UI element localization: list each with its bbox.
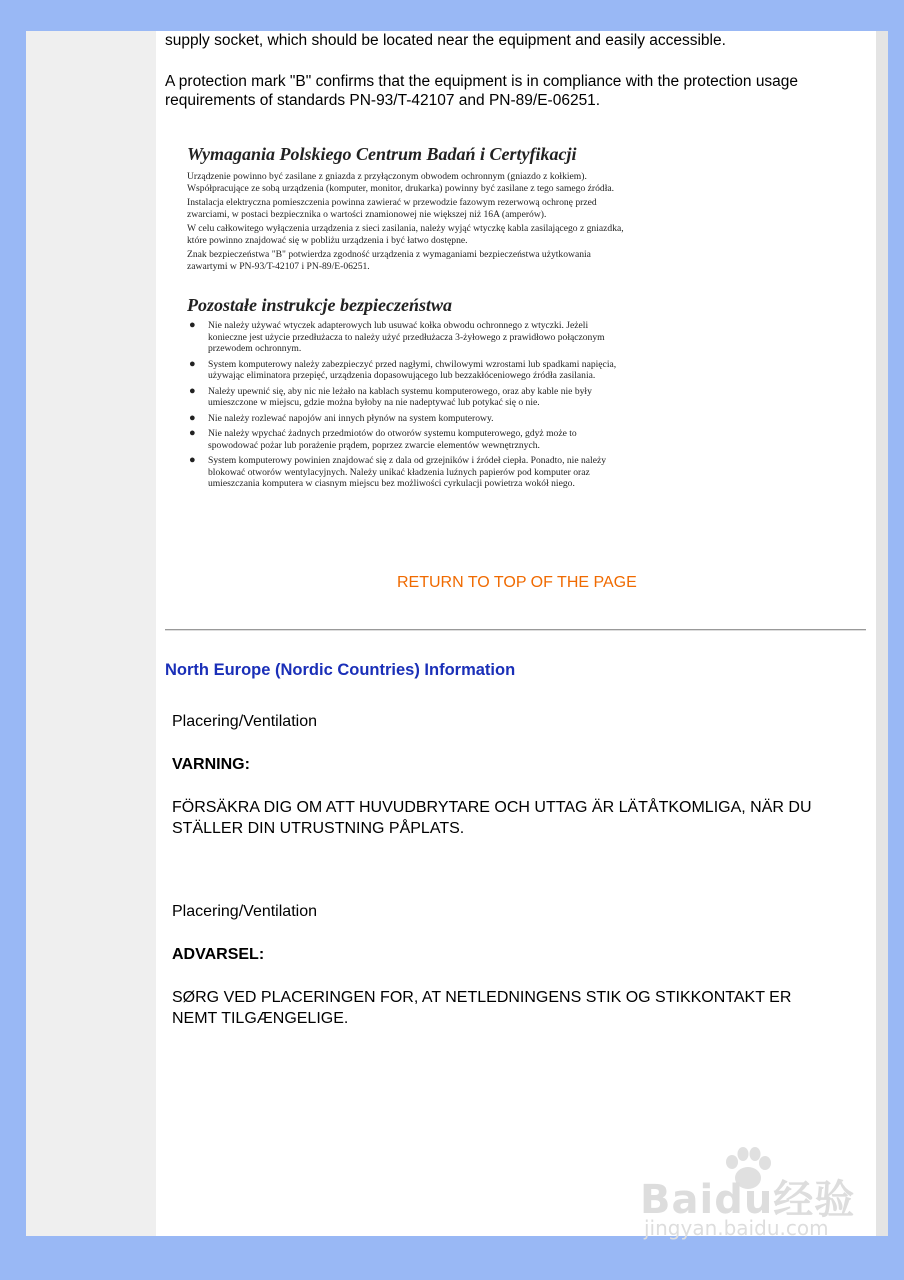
polish-heading-1: Wymagania Polskiego Centrum Badań i Certyfikacji: [187, 144, 577, 164]
list-item: ● Nie należy używać wtyczek adapterowych lub usuwać kołka obwodu ochronnego z wtyczki. Jeżeli konieczne jest użycie przedłużacza to należy użyć przedłużacza 3-żyłowego z prawidłowo połączonym przewodem ochronnym.: [189, 319, 605, 354]
polish-paragraph: Znak bezpieczeństwa "B" potwierdza zgodność urządzenia z wymaganiami bezpieczeństwa użytkowania zawartymi w PN-93/T-42107 i PN-89/E-06251.: [187, 249, 591, 272]
list-item: ● Należy upewnić się, aby nic nie leżało na kablach systemu komputerowego, oraz aby kable nie były umieszczone w miejscu, gdzie można byłoby na nie nadeptywać lub potykać się o nie.: [189, 384, 592, 408]
baidu-watermark: [640, 1140, 860, 1240]
danish-warning-text: SØRG VED PLACERINGEN FOR, AT NETLEDNINGENS STIK OG STIKKONTAKT ER NEMT TILGÆNGELIGE.: [172, 989, 792, 1027]
bullet-icon: ●: [189, 411, 196, 424]
swedish-warning-label: VARNING:: [172, 756, 250, 773]
bullet-icon: ●: [189, 384, 196, 397]
polish-safety-list: [187, 320, 627, 490]
danish-placement-label: Placering/Ventilation: [172, 903, 317, 920]
list-item: ● System komputerowy należy zabezpieczyć przed nagłymi, chwilowymi wzrostami lub spadkami napięcia, używając eliminatora przepięć, urządzenia dopasowującego lub bezzakłóceniowego źródła zasilania.: [189, 357, 617, 381]
intro-paragraph-2: A protection mark "B" confirms that the equipment is in compliance with the protection usage requirements of standards PN-93/T-42107 and PN-89/E-06251.: [165, 73, 799, 109]
bullet-icon: ●: [189, 427, 196, 439]
list-item: ● Nie należy rozlewać napojów ani innych płynów na system komputerowy.: [189, 411, 494, 424]
swedish-placement-label: Placering/Ventilation: [172, 713, 317, 730]
danish-warning-label: ADVARSEL:: [172, 946, 265, 963]
right-margin-strip: [876, 31, 888, 1236]
polish-paragraph: Instalacja elektryczna pomieszczenia powinna zawierać w przewodzie fazowym rezerwową ochronę przed zwarciami, w postaci bezpiecznika o wartości znamionowej nie większej niż 16A (amperów).: [187, 197, 597, 220]
polish-heading-2: Pozostałe instrukcje bezpieczeństwa: [187, 295, 452, 315]
watermark-brand: Baidu经验: [640, 1177, 856, 1223]
swedish-warning-text: FÖRSÄKRA DIG OM ATT HUVUDBRYTARE OCH UTTAG ÄR LÄTÅTKOMLIGA, NÄR DU STÄLLER DIN UTRUSTNING PÅPLATS.: [172, 799, 812, 837]
section-divider: [165, 629, 866, 631]
polish-paragraph: Urządzenie powinno być zasilane z gniazda z przyłączonym obwodem ochronnym (gniazdo z kołkiem). Współpracujące ze sobą urządzenia (komputer, monitor, drukarka) powinny być zasilane z tego samego źródła.: [187, 171, 615, 194]
return-to-top-link[interactable]: RETURN TO TOP OF THE PAGE: [397, 574, 637, 591]
list-item: ● System komputerowy powinien znajdować się z dala od grzejników i źródeł ciepła. Ponadto, nie należy blokować otworów wentylacyjnych. Należy unikać kładzenia luźnych papierów pod komputer oraz umieszczania komputera w ciasnym miejscu bez możliwości cyrkulacji powietrza wokół niego.: [189, 454, 607, 489]
list-item: ● Nie należy wpychać żadnych przedmiotów do otworów systemu komputerowego, gdyż może to spowodować pożar lub porażenie prądem, poprzez zwarcie elementów wewnętrznych.: [189, 427, 577, 451]
document-page: [26, 31, 888, 1236]
watermark-url: jingyan.baidu.com: [644, 1216, 829, 1240]
intro-paragraph-1: supply socket, which should be located near the equipment and easily accessible.: [165, 32, 726, 49]
bullet-icon: ●: [189, 357, 196, 370]
left-margin-column: [26, 31, 156, 1236]
polish-requirements-image: [187, 143, 627, 494]
nordic-section-title: North Europe (Nordic Countries) Information: [165, 661, 516, 679]
polish-paragraph: W celu całkowitego wyłączenia urządzenia z sieci zasilania, należy wyjąć wtyczkę kabla zasilającego z gniazdka, które powinno znajdować się w pobliżu urządzenia i być łatwo dostępne.: [187, 223, 624, 246]
bullet-icon: ●: [189, 454, 196, 466]
bullet-icon: ●: [189, 319, 196, 331]
